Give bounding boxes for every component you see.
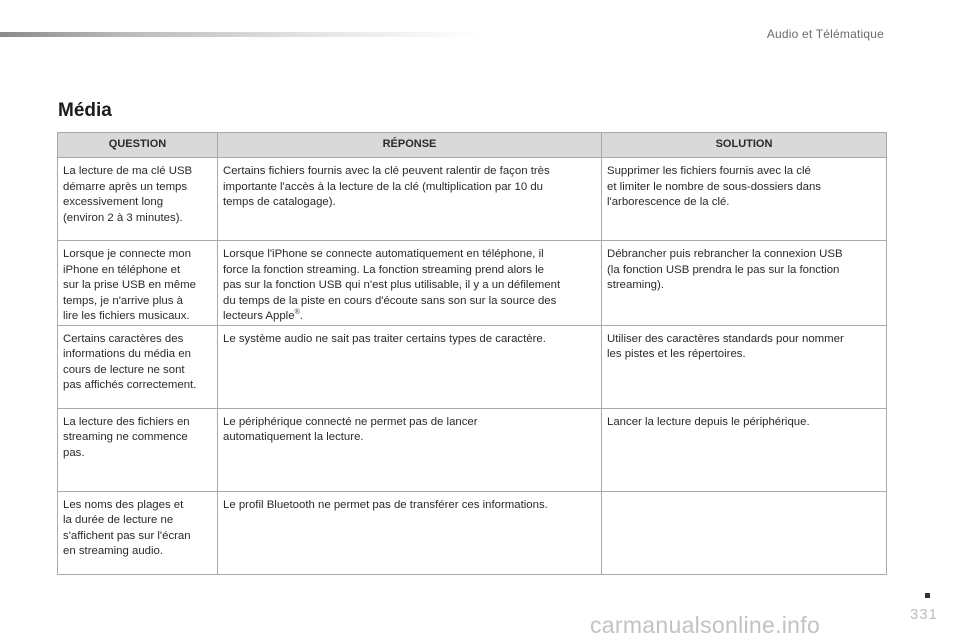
header-accent-bar [0, 32, 480, 37]
question-text: Certains caractères des informations du média en cours de lecture ne sont pas affichés correctement. [63, 332, 197, 391]
reponse-text: Lorsque l'iPhone se connecte automatiquement en téléphone, il force la fonction streaming. La fonction streaming prend alors le pas sur la fonction USB qui n'est plus utilisable, il y a un défilement du temps de la piste en cours d'écoute sans son sur la source des lecteurs Apple [223, 248, 561, 322]
page-number: 331 [909, 606, 938, 623]
table-row [58, 491, 887, 574]
question-text: La lecture de ma clé USB démarre après un temps excessivement long (environ 2 à 3 minutes). [63, 165, 193, 224]
reponse-cell [218, 491, 602, 574]
reponse-cell [218, 408, 602, 491]
column-header-solution: SOLUTION [602, 133, 887, 158]
question-cell [58, 491, 218, 574]
solution-cell [602, 158, 887, 241]
reponse-cell [218, 325, 602, 408]
reponse-text-wrap [223, 247, 596, 325]
page-marker [925, 593, 930, 598]
question-cell [58, 241, 218, 326]
table-row [58, 408, 887, 491]
faq-table [57, 132, 887, 575]
table-row [58, 158, 887, 241]
table-header-row [58, 133, 887, 158]
solution-text: Lancer la lecture depuis le périphérique. [607, 415, 810, 428]
reponse-cell [218, 158, 602, 241]
reponse-text: Le système audio ne sait pas traiter certains types de caractère. [223, 332, 546, 345]
watermark: carmanualsonline.info [590, 612, 821, 638]
table-row [58, 325, 887, 408]
reponse-text: Le périphérique connecté ne permet pas de lancer automatiquement la lecture. [223, 415, 478, 443]
question-text: La lecture des fichiers en streaming ne commence pas. [63, 415, 190, 459]
registered-mark: ® [294, 309, 300, 317]
question-cell [58, 158, 218, 241]
solution-text: Utiliser des caractères standards pour nommer les pistes et les répertoires. [607, 332, 844, 360]
question-cell [58, 325, 218, 408]
column-header-question: QUESTION [58, 133, 218, 158]
reponse-cell [218, 241, 602, 326]
reponse-text: Certains fichiers fournis avec la clé peuvent ralentir de façon très importante l'accès à la lecture de la clé (multiplication par 10 du temps de catalogage). [223, 165, 550, 208]
question-text: Les noms des plages et la durée de lecture ne s'affichent pas sur l'écran en streaming audio. [63, 498, 191, 557]
reponse-text-end: . [299, 310, 303, 322]
question-cell [58, 408, 218, 491]
table-row [58, 241, 887, 326]
solution-text: Supprimer les fichiers fournis avec la clé et limiter le nombre de sous-dossiers dans l'arborescence de la clé. [607, 165, 821, 208]
solution-cell [602, 491, 887, 574]
reponse-text: Le profil Bluetooth ne permet pas de transférer ces informations. [223, 498, 548, 511]
solution-cell [602, 241, 887, 326]
solution-cell [602, 325, 887, 408]
question-text: Lorsque je connecte mon iPhone en téléphone et sur la prise USB en même temps, je n'arrive plus à lire les fichiers musicaux. [63, 248, 196, 322]
column-header-reponse: RÉPONSE [218, 133, 602, 158]
solution-text: Débrancher puis rebrancher la connexion USB (la fonction USB prendra le pas sur la fonction streaming). [607, 248, 843, 291]
section-label: Audio et Télématique [766, 27, 884, 41]
page-title: Média [58, 100, 112, 121]
solution-cell [602, 408, 887, 491]
